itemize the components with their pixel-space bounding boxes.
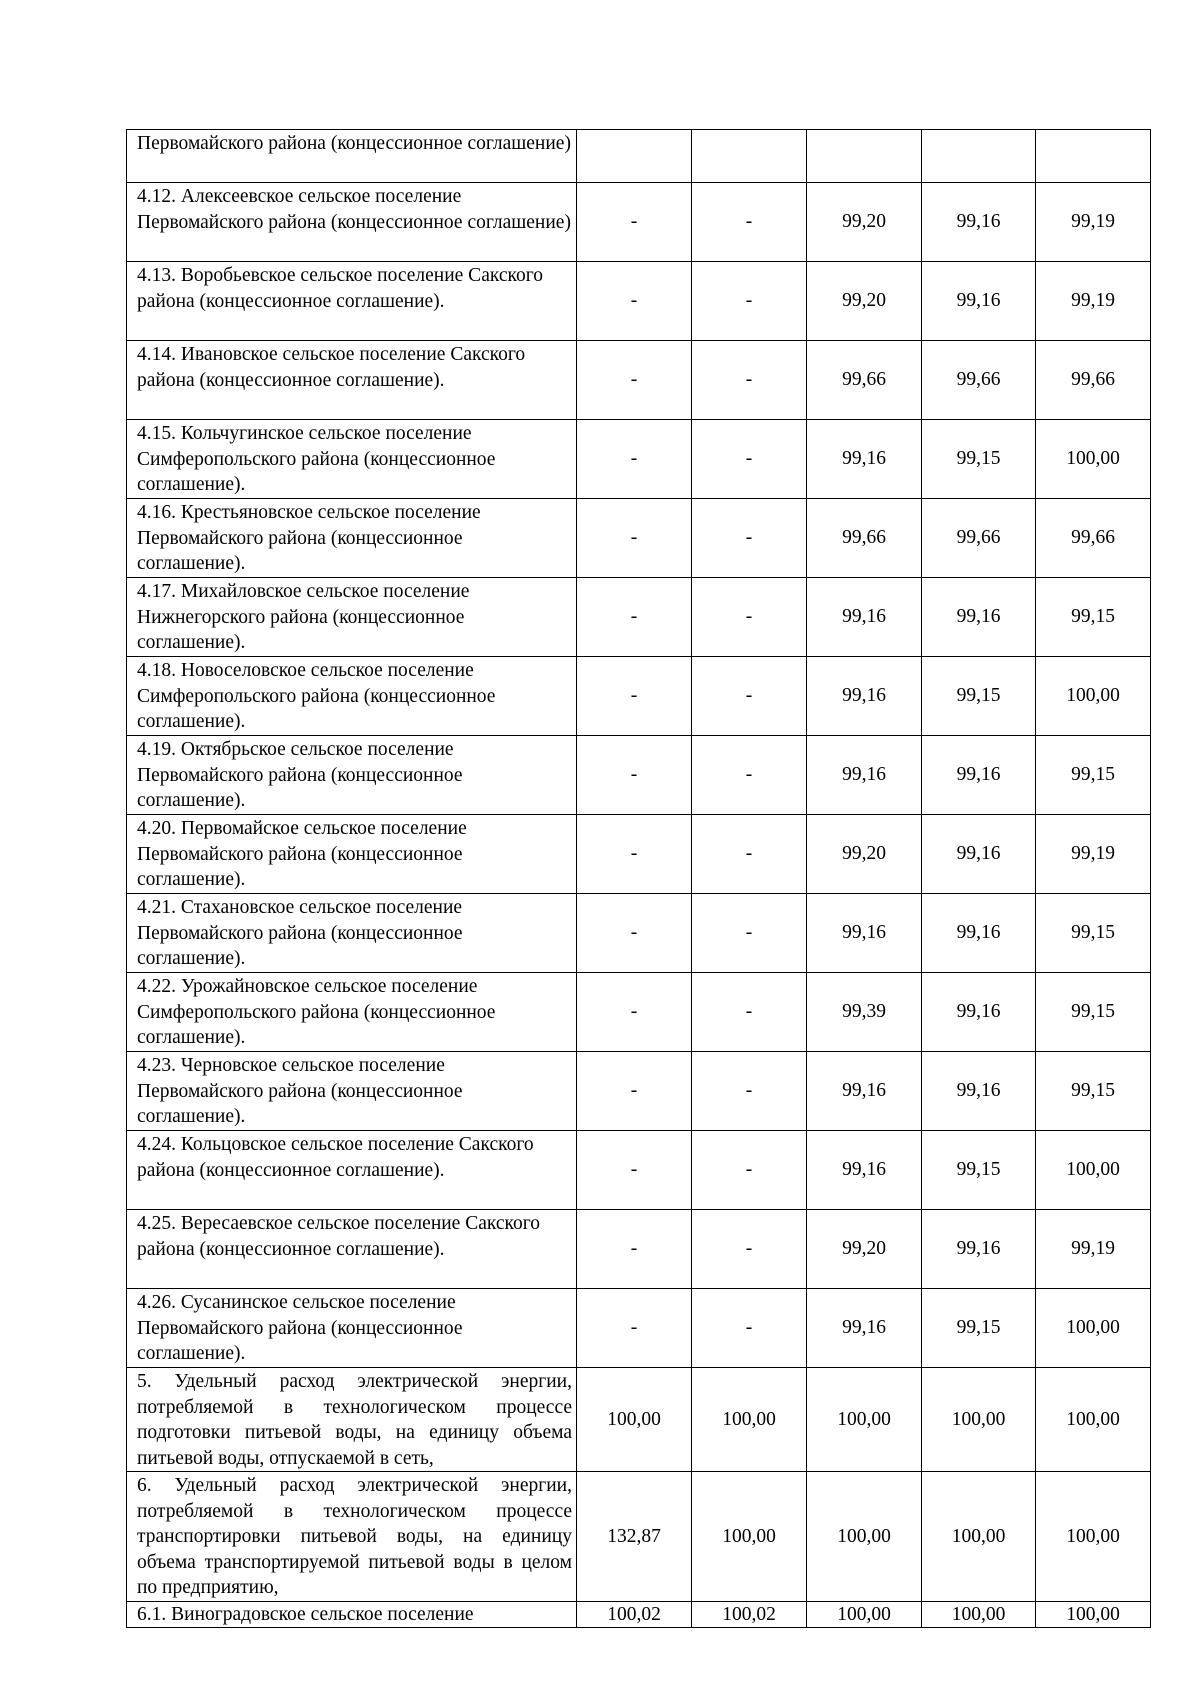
value-cell: 99,16 — [922, 736, 1036, 815]
value-cell: 99,16 — [807, 894, 922, 973]
table-row — [127, 130, 1151, 183]
value-cell: - — [577, 341, 692, 420]
row-name: 4.23. Черновское сельское поселение Первомайского района (концессионное соглашение). — [127, 1052, 577, 1131]
row-name: 4.26. Сусанинское сельское поселение Первомайского района (концессионное соглашение). — [127, 1289, 577, 1368]
value-cell: - — [577, 815, 692, 894]
document-page — [126, 129, 1150, 1628]
value-cell: 100,00 — [692, 1368, 807, 1472]
row-name: 4.16. Крестьяновское сельское поселение Первомайского района (концессионное соглашение). — [127, 499, 577, 578]
value-cell: 100,00 — [577, 1368, 692, 1472]
row-name: 4.24. Кольцовское сельское поселение Сакского района (концессионное соглашение). — [127, 1131, 577, 1210]
value-cell: 99,66 — [1036, 499, 1151, 578]
value-cell: 100,00 — [922, 1472, 1036, 1602]
value-cell: - — [577, 736, 692, 815]
value-cell: 99,16 — [922, 815, 1036, 894]
value-cell: 99,66 — [807, 341, 922, 420]
table-row — [127, 420, 1151, 499]
value-cell: 99,15 — [922, 657, 1036, 736]
value-cell — [692, 130, 807, 183]
table-row — [127, 1289, 1151, 1368]
value-cell: 100,00 — [807, 1368, 922, 1472]
table-row — [127, 973, 1151, 1052]
value-cell: 100,02 — [692, 1601, 807, 1627]
value-cell: 100,00 — [1036, 657, 1151, 736]
row-name: 6.1. Виноградовское сельское поселение — [127, 1601, 577, 1627]
value-cell: 99,15 — [922, 420, 1036, 499]
table-row — [127, 1052, 1151, 1131]
value-cell: 100,00 — [807, 1601, 922, 1627]
table-row — [127, 262, 1151, 341]
value-cell: 100,00 — [807, 1472, 922, 1602]
value-cell: 100,00 — [1036, 1289, 1151, 1368]
value-cell: - — [692, 736, 807, 815]
value-cell: - — [692, 578, 807, 657]
value-cell: 99,15 — [922, 1131, 1036, 1210]
value-cell: 99,16 — [922, 578, 1036, 657]
value-cell: - — [577, 499, 692, 578]
table-row — [127, 657, 1151, 736]
value-cell: 99,19 — [1036, 815, 1151, 894]
value-cell: 99,20 — [807, 183, 922, 262]
value-cell: 100,00 — [1036, 420, 1151, 499]
value-cell: 99,39 — [807, 973, 922, 1052]
value-cell: - — [692, 815, 807, 894]
value-cell: 99,15 — [1036, 736, 1151, 815]
row-name: 4.13. Воробьевское сельское поселение Сакского района (концессионное соглашение). — [127, 262, 577, 341]
table-row — [127, 894, 1151, 973]
table-row — [127, 1210, 1151, 1289]
value-cell: - — [577, 1289, 692, 1368]
value-cell: 99,19 — [1036, 262, 1151, 341]
row-name: 4.15. Кольчугинское сельское поселение Симферопольского района (концессионное соглашение). — [127, 420, 577, 499]
value-cell: 99,16 — [922, 894, 1036, 973]
value-cell: - — [577, 657, 692, 736]
table-row — [127, 815, 1151, 894]
value-cell — [807, 130, 922, 183]
value-cell: 99,16 — [922, 973, 1036, 1052]
row-name: 4.14. Ивановское сельское поселение Сакского района (концессионное соглашение). — [127, 341, 577, 420]
value-cell: - — [577, 420, 692, 499]
indicators-table — [126, 129, 1151, 1628]
value-cell: 99,15 — [1036, 578, 1151, 657]
value-cell: - — [577, 1131, 692, 1210]
value-cell: 99,19 — [1036, 183, 1151, 262]
value-cell: - — [692, 1210, 807, 1289]
value-cell: 99,15 — [1036, 973, 1151, 1052]
row-name: 4.12. Алексеевское сельское поселение Первомайского района (концессионное соглашение) — [127, 183, 577, 262]
value-cell: - — [577, 1052, 692, 1131]
value-cell: 100,00 — [1036, 1472, 1151, 1602]
table-row — [127, 1368, 1151, 1472]
value-cell: - — [577, 1210, 692, 1289]
value-cell: 99,16 — [807, 578, 922, 657]
row-name: 4.25. Вересаевское сельское поселение Сакского района (концессионное соглашение). — [127, 1210, 577, 1289]
value-cell: - — [577, 183, 692, 262]
value-cell: - — [577, 262, 692, 341]
value-cell: 99,66 — [1036, 341, 1151, 420]
value-cell: - — [577, 894, 692, 973]
value-cell: 100,00 — [922, 1368, 1036, 1472]
value-cell — [1036, 130, 1151, 183]
value-cell: - — [577, 578, 692, 657]
value-cell: 99,16 — [922, 1210, 1036, 1289]
value-cell: - — [692, 420, 807, 499]
row-name: 4.21. Стахановское сельское поселение Первомайского района (концессионное соглашение). — [127, 894, 577, 973]
value-cell: 99,19 — [1036, 1210, 1151, 1289]
value-cell: 100,02 — [577, 1601, 692, 1627]
value-cell: - — [692, 262, 807, 341]
row-name: 5. Удельный расход электрической энергии, потребляемой в технологическом процессе подготовки питьевой воды, на единицу объема питьевой воды, отпускаемой в сеть, — [127, 1368, 577, 1472]
value-cell: 99,16 — [922, 183, 1036, 262]
value-cell: 99,16 — [922, 1052, 1036, 1131]
value-cell: 100,00 — [1036, 1601, 1151, 1627]
value-cell: 100,00 — [692, 1472, 807, 1602]
table-row — [127, 1601, 1151, 1627]
value-cell: 99,15 — [1036, 894, 1151, 973]
value-cell: - — [692, 657, 807, 736]
value-cell: 99,16 — [807, 1052, 922, 1131]
value-cell: 99,66 — [922, 341, 1036, 420]
table-row — [127, 578, 1151, 657]
table-row — [127, 736, 1151, 815]
row-name: Первомайского района (концессионное соглашение) — [127, 130, 577, 183]
value-cell — [577, 130, 692, 183]
value-cell: - — [692, 341, 807, 420]
table-row — [127, 183, 1151, 262]
value-cell: 99,16 — [807, 736, 922, 815]
table-row — [127, 499, 1151, 578]
value-cell: 99,16 — [807, 1289, 922, 1368]
value-cell: - — [692, 973, 807, 1052]
value-cell: - — [692, 1052, 807, 1131]
value-cell: - — [692, 499, 807, 578]
value-cell: - — [692, 183, 807, 262]
row-name: 4.18. Новоселовское сельское поселение Симферопольского района (концессионное соглашение). — [127, 657, 577, 736]
value-cell: 132,87 — [577, 1472, 692, 1602]
row-name: 6. Удельный расход электрической энергии, потребляемой в технологическом процессе транспортировки питьевой воды, на единицу объема транспортируемой питьевой воды в целом по предприятию, — [127, 1472, 577, 1602]
value-cell: 99,16 — [922, 262, 1036, 341]
row-name: 4.22. Урожайновское сельское поселение Симферопольского района (концессионное соглашение). — [127, 973, 577, 1052]
value-cell: - — [692, 1131, 807, 1210]
table-row — [127, 1131, 1151, 1210]
value-cell: - — [692, 1289, 807, 1368]
value-cell: 100,00 — [1036, 1131, 1151, 1210]
row-name: 4.17. Михайловское сельское поселение Нижнегорского района (концессионное соглашение). — [127, 578, 577, 657]
value-cell: 99,66 — [922, 499, 1036, 578]
value-cell: 99,15 — [922, 1289, 1036, 1368]
value-cell: 99,16 — [807, 1131, 922, 1210]
table-row — [127, 1472, 1151, 1602]
value-cell: 100,00 — [922, 1601, 1036, 1627]
row-name: 4.19. Октябрьское сельское поселение Первомайского района (концессионное соглашение). — [127, 736, 577, 815]
value-cell — [922, 130, 1036, 183]
table-row — [127, 341, 1151, 420]
value-cell: 99,16 — [807, 657, 922, 736]
value-cell: 100,00 — [1036, 1368, 1151, 1472]
value-cell: 99,16 — [807, 420, 922, 499]
value-cell: - — [692, 894, 807, 973]
value-cell: 99,20 — [807, 815, 922, 894]
value-cell: 99,15 — [1036, 1052, 1151, 1131]
value-cell: - — [577, 973, 692, 1052]
value-cell: 99,20 — [807, 1210, 922, 1289]
row-name: 4.20. Первомайское сельское поселение Первомайского района (концессионное соглашение). — [127, 815, 577, 894]
value-cell: 99,20 — [807, 262, 922, 341]
value-cell: 99,66 — [807, 499, 922, 578]
